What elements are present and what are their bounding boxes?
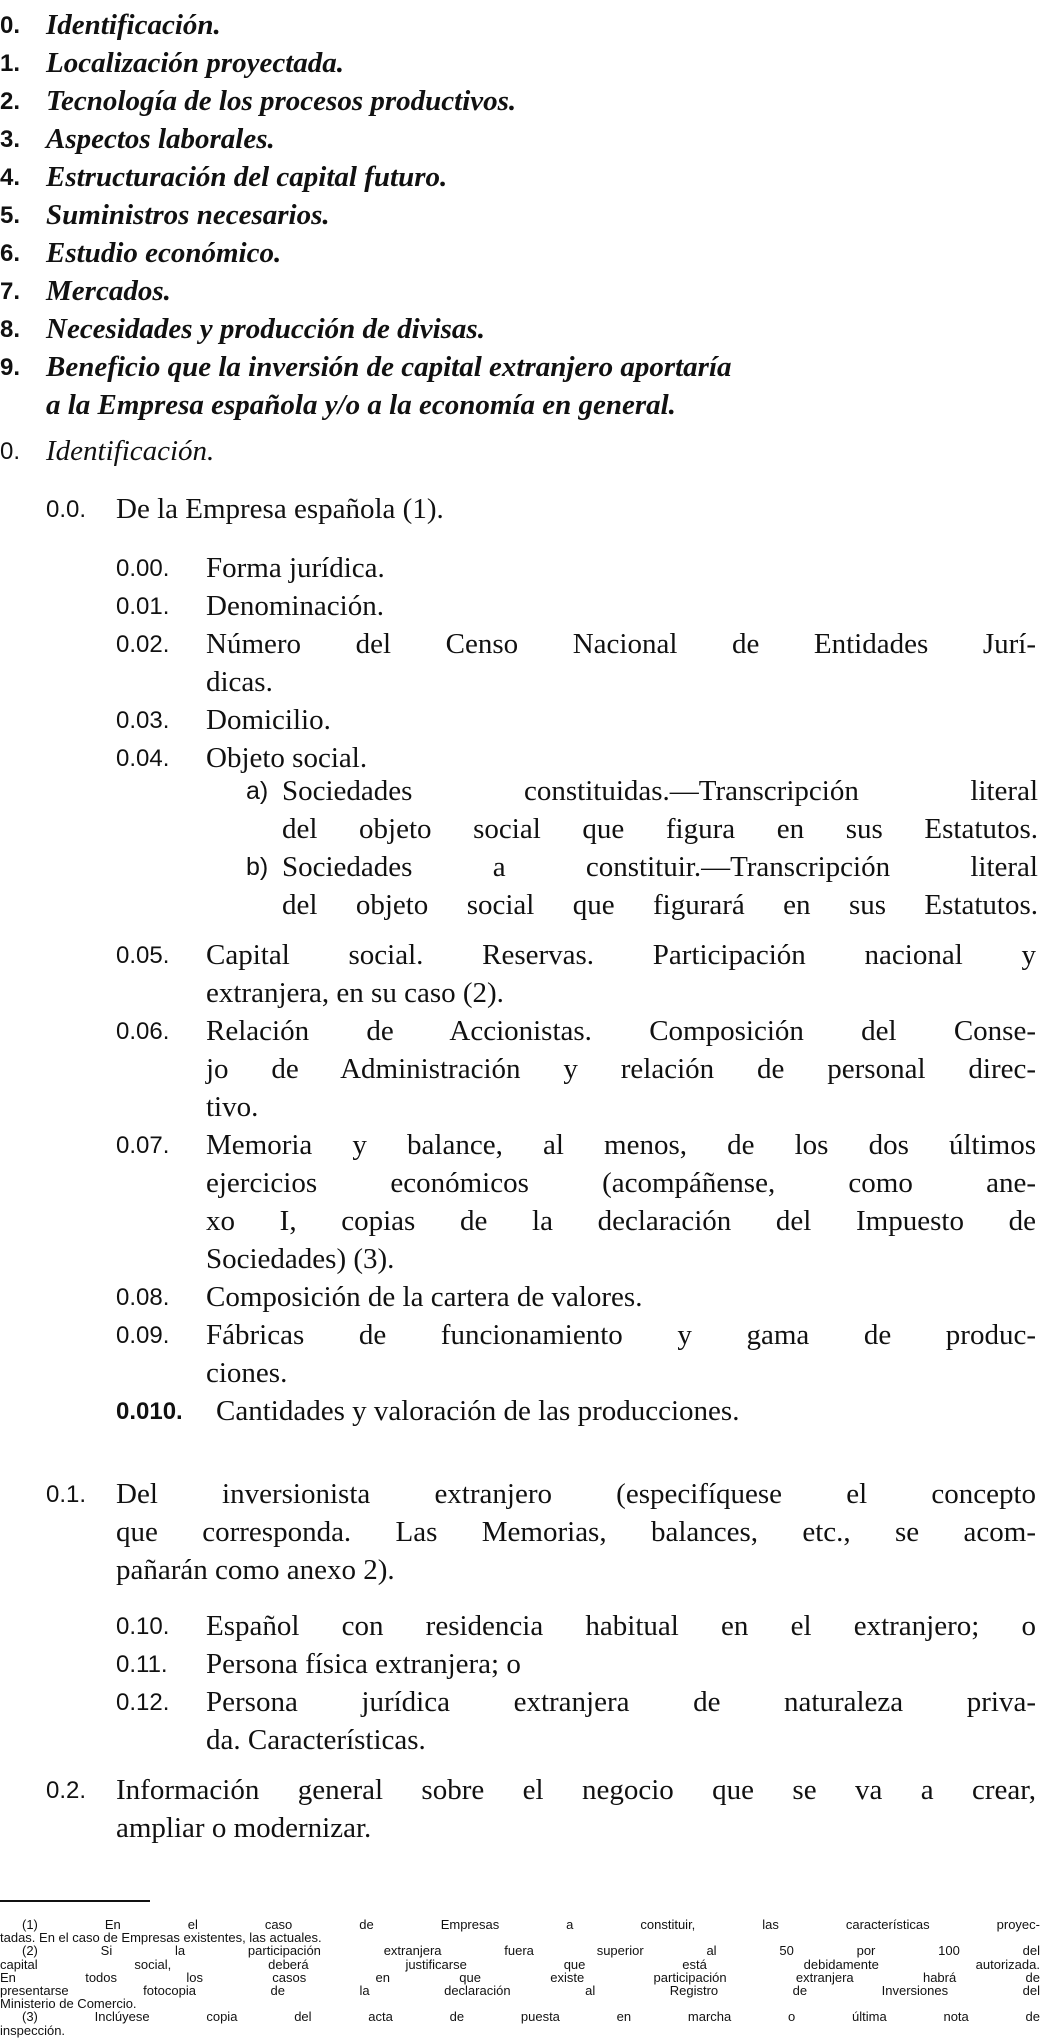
toc-number: 3.	[0, 126, 21, 153]
footnote-line: (2) Si la participación extranjera fuera superior al 50 por 100 del	[22, 1943, 1040, 1959]
sub-item-marker: b)	[246, 853, 269, 881]
toc-number: 2.	[0, 88, 21, 115]
item-text: Composición de la cartera de valores.	[206, 1281, 643, 1313]
item-number: 0.03.	[116, 707, 170, 734]
toc-item: Estructuración del capital futuro.	[46, 161, 448, 193]
toc-item: Aspectos laborales.	[46, 123, 275, 155]
item-text: Relación de Accionistas. Composición del Conse-	[206, 1015, 1036, 1047]
item-text: Capital social. Reservas. Participación nacional y	[206, 939, 1036, 971]
toc-item: Beneficio que la inversión de capital extranjero aportaría	[46, 351, 732, 383]
item-number: 0.04.	[116, 745, 170, 772]
item-number: 0.010.	[116, 1398, 183, 1425]
toc-number: 0.	[0, 12, 21, 39]
toc-item: Estudio económico.	[46, 237, 282, 269]
item-text: Forma jurídica.	[206, 552, 385, 584]
toc-number: 4.	[0, 164, 21, 191]
item-number: 0.11.	[116, 1651, 168, 1678]
toc-number: 5.	[0, 202, 21, 229]
subsection-title: De la Empresa española (1).	[116, 493, 444, 525]
item-number: 0.00.	[116, 555, 170, 582]
item-text: Denominación.	[206, 590, 384, 622]
toc-number: 9.	[0, 354, 21, 381]
item-text: dicas.	[206, 666, 273, 698]
item-text: da. Características.	[206, 1724, 426, 1756]
toc-item: Identificación.	[46, 9, 221, 41]
item-text: Fábricas de funcionamiento y gama de produc-	[206, 1319, 1036, 1351]
footnote-line: capital social, deberá justificarse que está debidamente autorizada.	[0, 1956, 1040, 1972]
toc-number: 7.	[0, 278, 21, 305]
item-text: ejercicios económicos (acompáñense, como ane-	[206, 1167, 1036, 1199]
toc-item: Necesidades y producción de divisas.	[46, 313, 485, 345]
item-text: ciones.	[206, 1357, 288, 1389]
subsection-number: 0.2.	[46, 1777, 87, 1804]
sub-item-text: del objeto social que figurará en sus Estatutos.	[282, 889, 1038, 921]
toc-item: Tecnología de los procesos productivos.	[46, 85, 517, 117]
sub-item-text: del objeto social que figura en sus Estatutos.	[282, 813, 1038, 845]
item-text: Sociedades) (3).	[206, 1243, 395, 1275]
subsection-text: que corresponda. Las Memorias, balances, etc., se acom-	[116, 1516, 1036, 1548]
footnote-line: (1) En el caso de Empresas a constituir, las características proyec-	[22, 1917, 1040, 1932]
item-text: Español con residencia habitual en el extranjero; o	[206, 1610, 1036, 1642]
item-text: Número del Censo Nacional de Entidades Jurí-	[206, 628, 1036, 660]
item-number: 0.02.	[116, 631, 170, 658]
item-number: 0.12.	[116, 1689, 170, 1716]
item-number: 0.10.	[116, 1613, 170, 1640]
footnote-line: Ministerio de Comercio.	[0, 1996, 137, 2012]
toc-number: 6.	[0, 240, 21, 267]
item-text: jo de Administración y relación de personal direc-	[206, 1053, 1036, 1085]
item-text: Persona física extranjera; o	[206, 1648, 521, 1680]
toc-number: 1.	[0, 50, 21, 77]
item-number: 0.07.	[116, 1132, 170, 1159]
item-number: 0.09.	[116, 1322, 170, 1349]
section-title: Identificación.	[46, 435, 215, 467]
item-text: Objeto social.	[206, 742, 368, 774]
footnote-line: En todos los casos en que existe participación extranjera habrá de	[0, 1969, 1040, 1985]
footnote-line: tadas. En el caso de Empresas existentes, las actuales.	[0, 1930, 322, 1946]
subsection-text: Del inversionista extranjero (especifíquese el concepto	[116, 1478, 1036, 1510]
subsection-text: Información general sobre el negocio que se va a crear,	[116, 1774, 1036, 1806]
sub-item-marker: a)	[246, 777, 269, 805]
sub-item-text: Sociedades a constituir.—Transcripción literal	[282, 851, 1038, 883]
toc-item-continued: a la Empresa española y/o a la economía en general.	[46, 389, 676, 421]
item-text: extranjera, en su caso (2).	[206, 977, 504, 1009]
item-text: Cantidades y valoración de las producciones.	[216, 1395, 740, 1427]
subsection-number: 0.0.	[46, 496, 87, 523]
item-number: 0.08.	[116, 1284, 170, 1311]
toc-item: Suministros necesarios.	[46, 199, 330, 231]
item-number: 0.01.	[116, 593, 170, 620]
item-number: 0.06.	[116, 1018, 170, 1045]
item-text: tivo.	[206, 1091, 259, 1123]
subsection-text: ampliar o modernizar.	[116, 1812, 372, 1844]
item-number: 0.05.	[116, 942, 170, 969]
footnote-line: inspección.	[0, 2022, 66, 2038]
item-text: xo I, copias de la declaración del Impuesto de	[206, 1205, 1036, 1237]
toc-number: 8.	[0, 316, 21, 343]
section-number: 0.	[0, 438, 21, 465]
subsection-text: pañarán como anexo 2).	[116, 1554, 395, 1586]
item-text: Domicilio.	[206, 704, 331, 736]
footnote-divider	[0, 1900, 150, 1902]
footnote-line: (3) Inclúyese copia del acta de puesta en marcha o última nota de	[22, 2009, 1040, 2025]
item-text: Memoria y balance, al menos, de los dos últimos	[206, 1129, 1036, 1161]
subsection-number: 0.1.	[46, 1481, 87, 1508]
toc-item: Localización proyectada.	[46, 47, 345, 79]
item-text: Persona jurídica extranjera de naturaleza priva-	[206, 1686, 1036, 1718]
footnote-line: presentarse fotocopia de la declaración al Registro de Inversiones del	[0, 1983, 1040, 1998]
toc-item: Mercados.	[46, 275, 171, 307]
sub-item-text: Sociedades constituidas.—Transcripción literal	[282, 775, 1038, 807]
